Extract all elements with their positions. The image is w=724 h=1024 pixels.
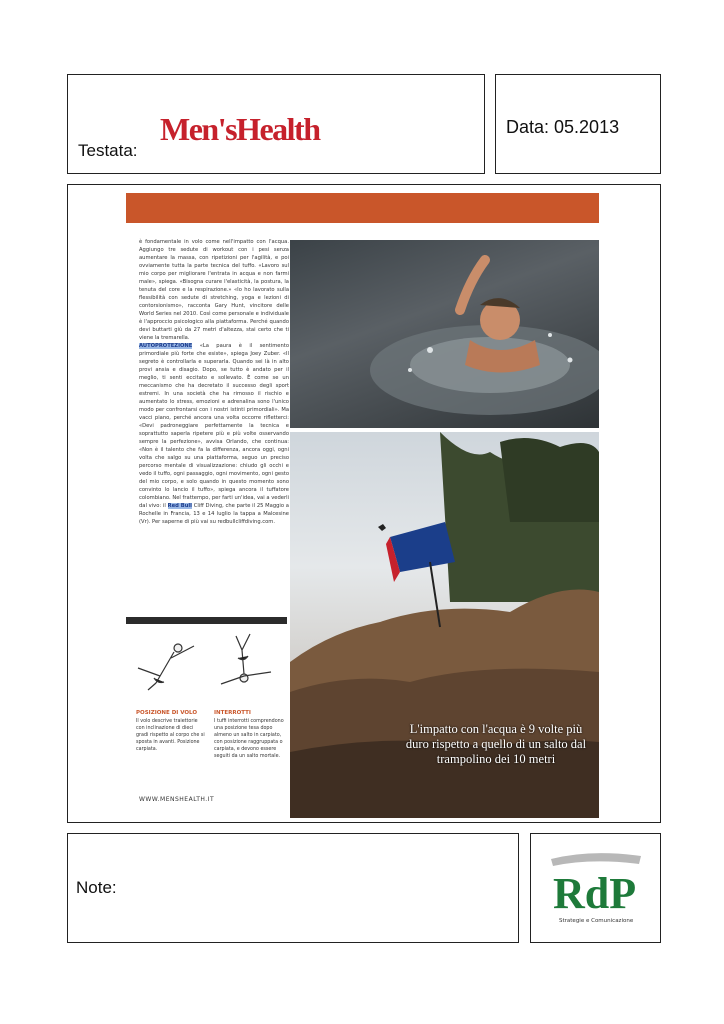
photo-cliff-dive (290, 432, 599, 818)
article-text-column (139, 238, 289, 618)
diver-figure-right (221, 634, 271, 684)
mens-health-logo: Men'sHealth (160, 111, 320, 147)
rdp-logo-icon (531, 834, 662, 944)
diver-position-illustrations (126, 628, 287, 708)
box-left-title: POSIZIONE DI VOLO (136, 710, 198, 716)
article-paragraph-1: è fondamentale in volo come nell'impatto con l'acqua. Aggiungo tre sedute di workout con i pesi senza aumentare la massa, con ripetizioni per l'agilità, e poi ovviamente tutta la parte tecnica del tuffo. «Lavoro sul mio corpo per migliorare l'entrata in acqua e non farmi male», spiega. «Bisogna curare l'elasticità, la postura, la tenuta del core e la respirazione.» «Io ho lavorato sulla flessibilità con sedute di stretching, yoga e lezioni di contorsionismo», racconta Gary Hunt, vincitore delle World Series nel 2010. Così come personale e individuale è l'approccio psicologico alla piattaforma. Perché quando devi buttarti giù da 27 metri d'altezza, stai certo che ti viene la tremarella. (139, 239, 289, 341)
box-right-text: I tuffi interrotti comprendono una posizione tesa dopo almeno un salto in carpiato, con posizione raggruppata o carpiata, e devono essere seguiti da un salto mortale. (214, 719, 284, 759)
diver-figure-left (138, 644, 194, 690)
rdp-tagline: Strategie e Comunicazione (559, 918, 634, 924)
article-paragraph-2: «La paura è il sentimento primordiale più forte che esiste», spiega Joey Zuber. «Il segreto è controllarla e superarla. Quando sei là in alto provi ansia e disagio. Dopo, se tutto è andato per il meglio, ti senti eccitato e sollevato. È come se un meccanismo che ha decretato il successo degli sport estremi. In una società che ha rimosso il rischio e aumentato lo stress, emozioni e adrenalina sono l'unico modo per confrontarsi con i nostri istinti primordiali». Ma vacci piano, perché ancora una volta occorre rifletterci: «Devi padroneggiare perfettamente la tecnica e soprattutto saperla ripetere più e più volte osservando sempre la perfezione», avvisa Orlando, che continua: «Non è il talento che fa la differenza, ancora oggi, ogni volta che salgo su una piattaforma, seguo un preciso percorso mentale di visualizzazione: chiudo gli occhi e vedo il tuffo, ogni passaggio, ogni movimento, ogni gesto del mio corpo, e solo quando in questo momento sono convinto lo lancio il tuffo», spiega ancora il tuffatore colombiano. Nel frattempo, per farti un'idea, vai a vederli dal vivo: il (139, 343, 289, 509)
date-box (495, 74, 661, 174)
dive-positions-box (126, 628, 287, 788)
agency-logo-box (530, 833, 661, 943)
note-box (67, 833, 519, 943)
photo-diver-in-water-illustration (290, 240, 599, 428)
infobox-top-bar (126, 617, 287, 624)
magazine-page (123, 190, 599, 818)
highlight-red-bull: Red Bull (167, 503, 192, 509)
photo-caption: L'impatto con l'acqua è 9 volte più duro rispetto a quello di un salto dal trampolino dei 10 metri (405, 722, 587, 766)
page-banner (126, 193, 599, 223)
testata-label: Testata: (78, 141, 138, 160)
note-label: Note: (76, 878, 117, 897)
highlight-autoprotezione: AUTOPROTEZIONE (139, 343, 193, 349)
rdp-logo-letters: RdP (553, 869, 637, 918)
site-url: WWW.MENSHEALTH.IT (139, 796, 215, 803)
box-left-text: Il volo descrive traiettorie con inclinazione di dieci gradi rispetto al corpo che si sposta in avanti. Posizione carpiata. (136, 719, 205, 752)
date-label: Data: 05.2013 (506, 117, 620, 137)
testata-box (67, 74, 485, 174)
photo-diver-in-water (290, 240, 599, 428)
article-paragraph-3: Cliff Diving, che parte il 25 Maggio a Rochelle in Francia, 13 e 14 luglio la tappa a Malcesine (Vr). Per saperne di più vai su redbullcliffdiving.com. (139, 503, 289, 525)
box-right-title: INTERROTTI (214, 710, 251, 716)
